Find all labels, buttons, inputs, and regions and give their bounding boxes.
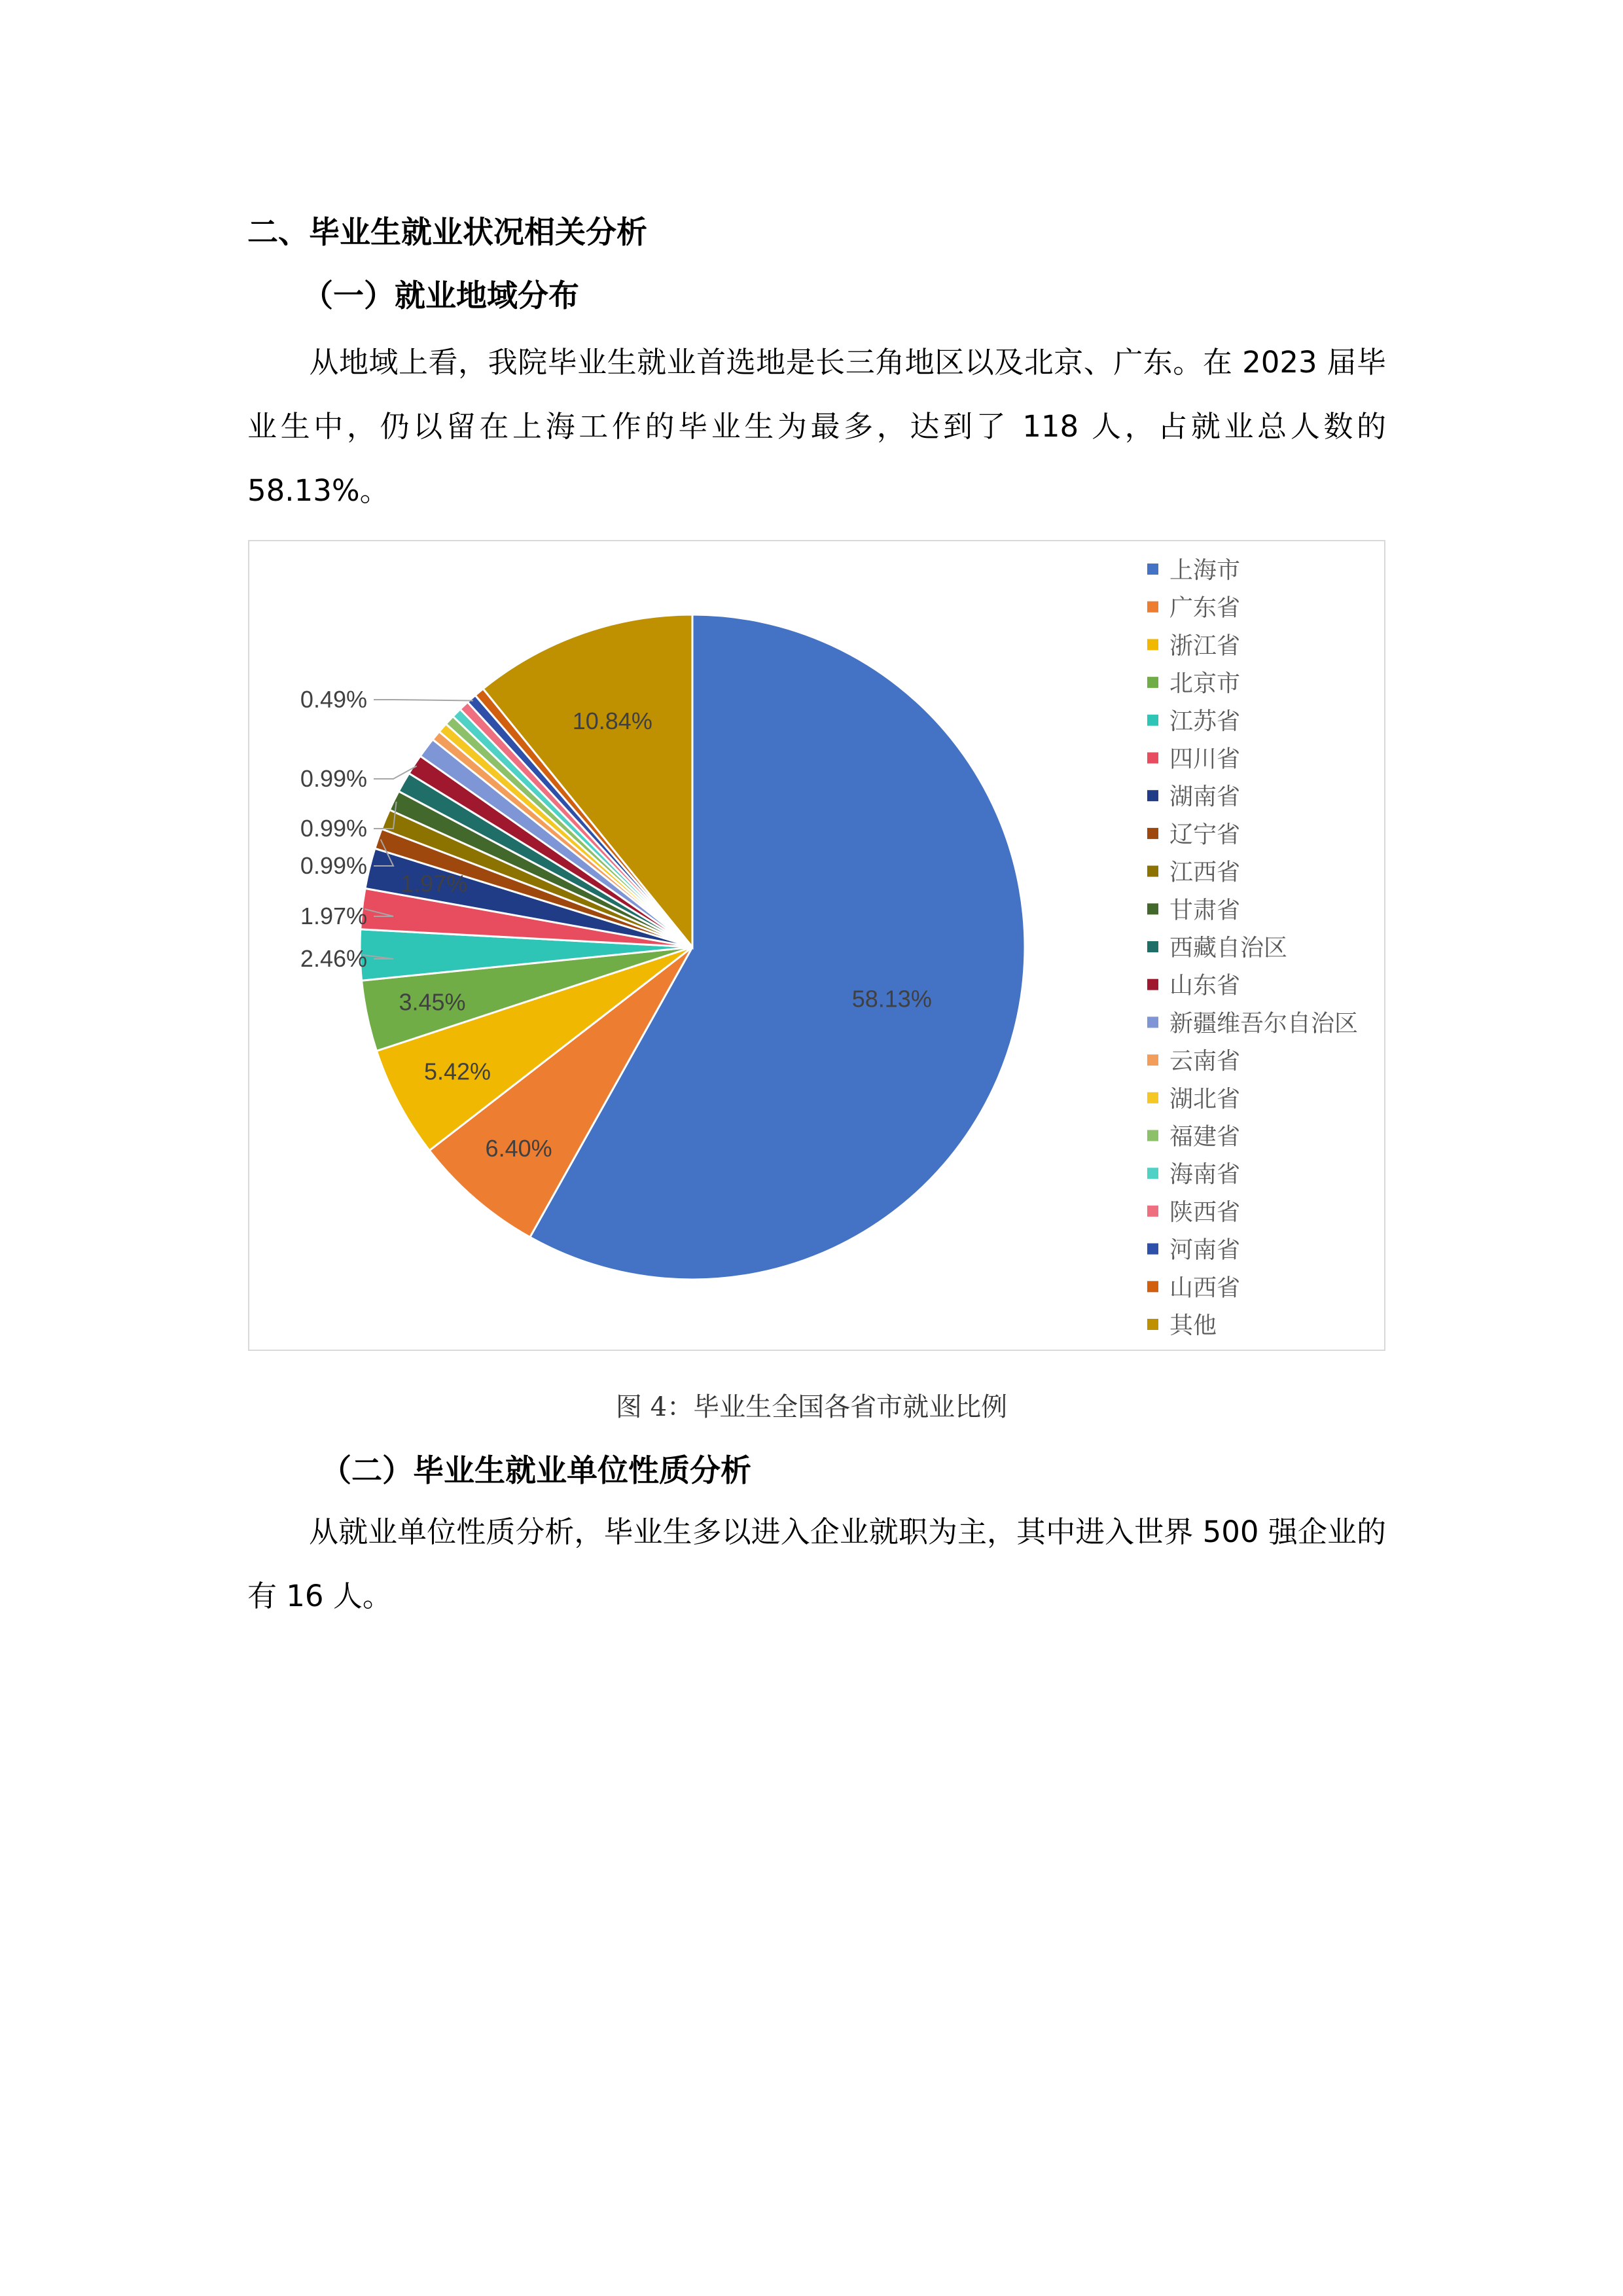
legend-label: 北京市: [1169, 670, 1241, 698]
legend-label: 陕西省: [1169, 1198, 1241, 1226]
legend-label: 福建省: [1169, 1123, 1241, 1151]
pie-data-label: 0.49%: [300, 686, 367, 713]
legend-swatch: [1147, 564, 1158, 575]
pie-data-label: 10.84%: [572, 708, 652, 735]
legend-label: 湖北省: [1169, 1085, 1241, 1113]
legend-label: 辽宁省: [1169, 821, 1241, 848]
pie-slices: [360, 615, 1025, 1280]
paragraph-region: [247, 331, 1386, 523]
legend-swatch: [1147, 1016, 1158, 1028]
legend-label: 江苏省: [1169, 708, 1241, 735]
legend-label: 甘肃省: [1169, 897, 1241, 924]
legend-label: 山西省: [1169, 1274, 1241, 1302]
pie-data-label: 0.99%: [300, 765, 367, 792]
legend-swatch: [1147, 1244, 1158, 1255]
legend-swatch: [1147, 639, 1158, 650]
paragraph-employer-text: 从就业单位性质分析，毕业生多以进入企业就职为主，其中进入世界 500 强企业的有 16 人。: [247, 1515, 1386, 1613]
pie-data-label: 0.99%: [300, 852, 367, 879]
legend-label: 广东省: [1169, 594, 1241, 622]
legend-swatch: [1147, 1281, 1158, 1292]
legend-swatch: [1147, 903, 1158, 914]
legend-label: 江西省: [1169, 859, 1241, 886]
legend-swatch: [1147, 1092, 1158, 1103]
legend-label: 山东省: [1169, 972, 1241, 999]
legend-label: 西藏自治区: [1169, 935, 1288, 961]
pie-data-label: 6.40%: [485, 1134, 552, 1162]
pie-data-label: 1.97%: [300, 903, 367, 929]
pie-data-label: 0.99%: [300, 815, 367, 842]
legend-swatch: [1147, 979, 1158, 990]
legend-label: 四川省: [1169, 745, 1241, 773]
legend-swatch: [1147, 828, 1158, 839]
legend-label: 河南省: [1169, 1236, 1241, 1264]
legend-swatch: [1147, 677, 1158, 688]
legend-label: 新疆维吾尔自治区: [1169, 1010, 1359, 1037]
paragraph-region-text: 从地域上看，我院毕业生就业首选地是长三角地区以及北京、广东。在 2023 届毕业生中，仍以留在上海工作的毕业生为最多，达到了 118 人，占就业总人数的 58.13%。: [247, 345, 1386, 508]
legend-label: 其他: [1169, 1312, 1217, 1339]
section-heading: 二、毕业生就业状况相关分析: [247, 215, 647, 251]
pie-data-label: 2.46%: [300, 945, 367, 972]
legend-swatch: [1147, 1168, 1158, 1179]
legend-swatch: [1147, 1206, 1158, 1217]
legend-swatch: [1147, 941, 1158, 952]
pie-data-label: 58.13%: [851, 985, 932, 1013]
legend-label: 湖南省: [1169, 783, 1241, 811]
pie-data-label: 5.42%: [423, 1058, 491, 1085]
subsection-heading-region: （一）就业地域分布: [302, 278, 579, 314]
pie-leader-line: [374, 700, 473, 701]
legend-swatch: [1147, 1130, 1158, 1141]
pie-data-label: 1.97%: [401, 870, 468, 897]
figure-caption: 图 4：毕业生全国各省市就业比例: [615, 1392, 1008, 1422]
pie-chart: [249, 541, 1387, 1352]
paragraph-employer: [247, 1500, 1386, 1628]
legend-swatch: [1147, 601, 1158, 613]
pie-chart-frame: [248, 540, 1385, 1351]
legend-label: 云南省: [1169, 1048, 1241, 1075]
legend-swatch: [1147, 1319, 1158, 1330]
legend-swatch: [1147, 715, 1158, 726]
subsection-heading-employer: （二）毕业生就业单位性质分析: [321, 1453, 751, 1489]
legend-label: 浙江省: [1169, 632, 1241, 660]
legend-swatch: [1147, 753, 1158, 764]
legend-label: 上海市: [1169, 557, 1241, 584]
legend-swatch: [1147, 866, 1158, 877]
legend-label: 海南省: [1169, 1161, 1241, 1189]
legend-swatch: [1147, 790, 1158, 801]
pie-legend: [1147, 557, 1358, 1339]
legend-swatch: [1147, 1054, 1158, 1066]
pie-data-label: 3.45%: [399, 988, 466, 1016]
